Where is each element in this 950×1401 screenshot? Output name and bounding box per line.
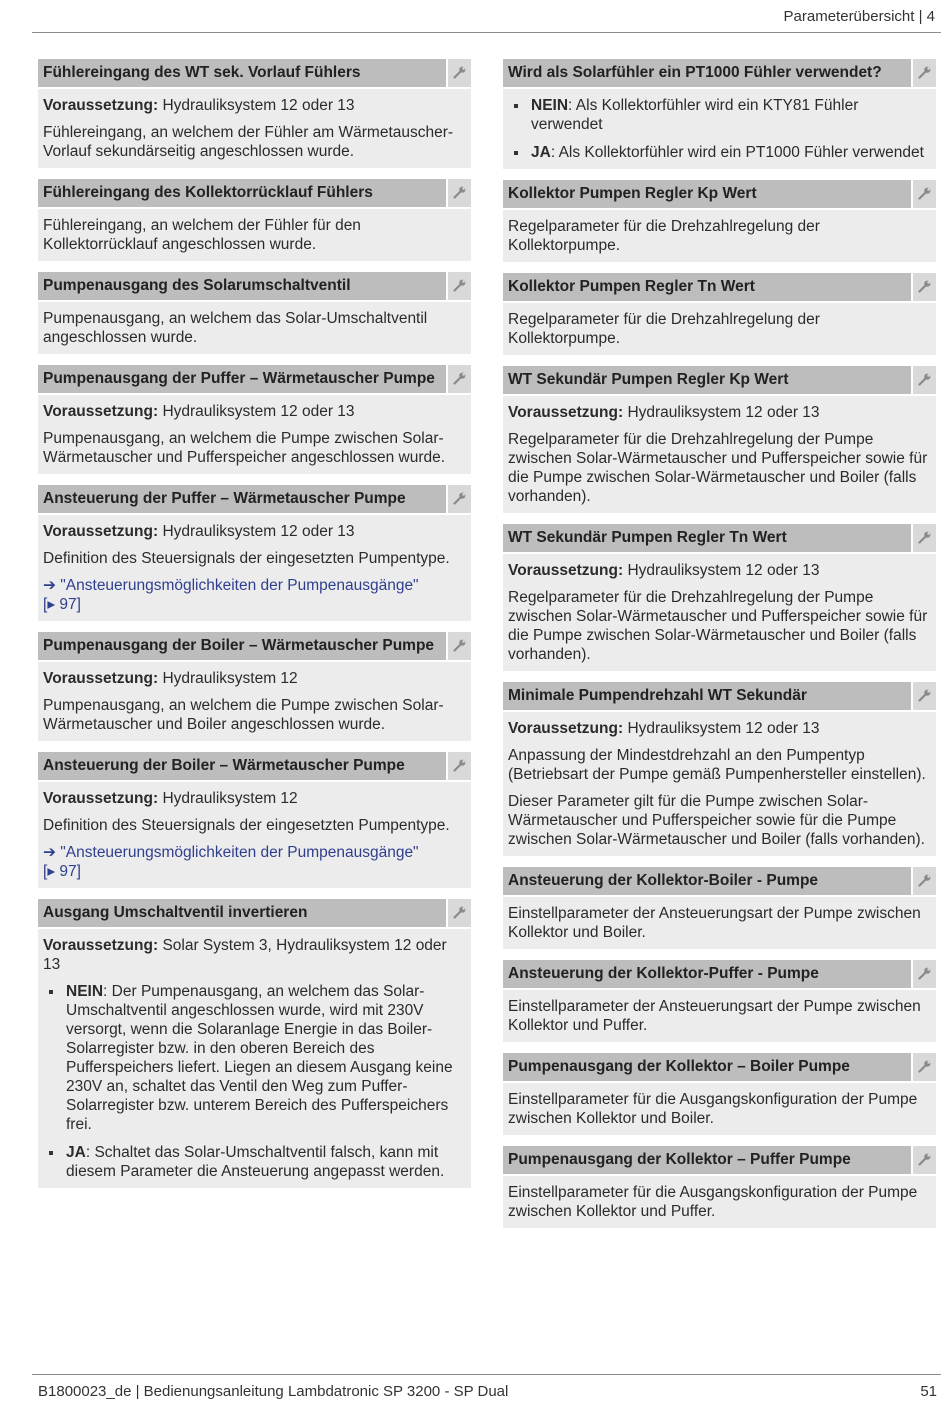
list-item [508, 96, 931, 134]
description: Fühlereingang, an welchem der Fühler für den Kollektorrücklauf angeschlossen wurde. [43, 217, 361, 253]
parameter-body [503, 303, 936, 355]
description: Regelparameter für die Drehzahlregelung der Pumpe zwischen Solar-Wärmetauscher und Pufferspeicher sowie für die Pumpe zwischen Solar-Wärmetauscher und Boiler (falls vorhanden). [508, 431, 928, 505]
requirement-label: Voraussetzung: [508, 562, 624, 579]
parameter-header [38, 365, 471, 393]
parameter-title: Fühlereingang des WT sek. Vorlauf Fühlers [38, 59, 446, 87]
requirement-value: Hydrauliksystem 12 oder 13 [627, 720, 820, 737]
parameter-header [503, 59, 936, 87]
parameter-header [503, 960, 936, 988]
parameter-block [503, 366, 936, 513]
left-column [38, 59, 471, 1199]
settings-tab [448, 179, 471, 207]
page-footer [32, 1374, 941, 1400]
requirement [43, 789, 466, 808]
link-page[interactable]: 97 [59, 863, 77, 880]
option-text: : Der Pumpenausgang, an welchem das Solar-Umschaltventil angeschlossen wurde, wird mit 230V versorgt, wenn die Solaranlage Energie in das Boiler-Solarregister bzw. in den oberen Bereich des Pufferspeichers liefert. Liegen an diesem Ausgang keine 230V an, schaltet das Ventil den Weg zum Puffer-Solarregister bzw. unterem Bereich des Pufferspeichers frei. [66, 983, 453, 1133]
settings-tab [448, 632, 471, 660]
requirement [43, 522, 466, 541]
settings-tab [913, 366, 936, 394]
link-text[interactable]: "Ansteuerungsmöglichkeiten der Pumpenausgänge" [60, 844, 419, 861]
parameter-header [503, 867, 936, 895]
settings-tab [448, 272, 471, 300]
parameter-block [38, 179, 471, 261]
list-item [43, 982, 466, 1134]
parameter-block [503, 867, 936, 949]
parameter-body [38, 395, 471, 474]
settings-tab [913, 682, 936, 710]
requirement-value: Hydrauliksystem 12 [162, 790, 298, 807]
parameter-title: Pumpenausgang der Boiler – Wärmetauscher Pumpe [38, 632, 446, 660]
right-column [503, 59, 936, 1239]
arrow-right-icon: ➔ [43, 844, 61, 861]
bullet-icon [49, 1151, 53, 1155]
parameter-block [38, 485, 471, 621]
requirement [43, 96, 466, 115]
list-item [43, 1143, 466, 1181]
description: Einstellparameter der Ansteuerungsart der Pumpe zwischen Kollektor und Boiler. [508, 905, 921, 941]
description: Pumpenausgang, an welchem die Pumpe zwischen Solar-Wärmetauscher und Boiler angeschlossen wurde. [43, 697, 444, 733]
description: Einstellparameter der Ansteuerungsart der Pumpe zwischen Kollektor und Puffer. [508, 998, 921, 1034]
option-list [43, 982, 466, 1181]
settings-tab [913, 180, 936, 208]
link-page[interactable]: 97 [59, 596, 77, 613]
parameter-block [503, 524, 936, 671]
requirement-label: Voraussetzung: [508, 720, 624, 737]
parameter-block [38, 899, 471, 1188]
parameter-body [503, 1176, 936, 1228]
list-item [508, 143, 931, 162]
parameter-body [38, 515, 471, 621]
description: Dieser Parameter gilt für die Pumpe zwischen Solar-Wärmetauscher und Pufferspeicher sowie für die Pumpe zwischen Solar-Wärmetauscher und Boiler (falls vorhanden). [508, 793, 925, 848]
requirement-label: Voraussetzung: [43, 937, 159, 954]
settings-tab [913, 59, 936, 87]
parameter-title: Pumpenausgang des Solarumschaltventil [38, 272, 446, 300]
description: Definition des Steuersignals der eingesetzten Pumpentype. [43, 550, 450, 567]
parameter-title: Minimale Pumpendrehzahl WT Sekundär [503, 682, 911, 710]
settings-tab [913, 960, 936, 988]
option-text: : Schaltet das Solar-Umschaltventil falsch, kann mit diesem Parameter die Ansteuerung angepasst werden. [66, 1144, 445, 1180]
requirement [43, 402, 466, 421]
requirement [508, 561, 931, 580]
option-key: JA [531, 144, 551, 161]
settings-tab [448, 365, 471, 393]
description: Einstellparameter für die Ausgangskonfiguration der Pumpe zwischen Kollektor und Puffer. [508, 1184, 918, 1220]
parameter-title: Kollektor Pumpen Regler Tn Wert [503, 273, 911, 301]
parameter-body [38, 782, 471, 888]
settings-tab [913, 867, 936, 895]
parameter-body [38, 89, 471, 168]
parameter-body [38, 662, 471, 741]
parameter-header [503, 682, 936, 710]
parameter-header [38, 59, 471, 87]
option-key: NEIN [66, 983, 104, 1000]
requirement [508, 403, 931, 422]
requirement-value: Hydrauliksystem 12 [162, 670, 298, 687]
bullet-icon [514, 104, 518, 108]
requirement-label: Voraussetzung: [43, 97, 159, 114]
parameter-block [38, 752, 471, 888]
cross-reference-link[interactable]: ➔ "Ansteuerungsmöglichkeiten der Pumpenausgänge" [▸ 97] [43, 844, 419, 880]
parameter-block [503, 1053, 936, 1135]
option-key: JA [66, 1144, 86, 1161]
parameter-title: Ansteuerung der Boiler – Wärmetauscher Pumpe [38, 752, 446, 780]
parameter-block [503, 960, 936, 1042]
parameter-title: Wird als Solarfühler ein PT1000 Fühler verwendet? [503, 59, 911, 87]
parameter-body [503, 712, 936, 856]
parameter-title: WT Sekundär Pumpen Regler Tn Wert [503, 524, 911, 552]
settings-tab [448, 485, 471, 513]
settings-tab [448, 59, 471, 87]
parameter-title: Ansteuerung der Kollektor-Boiler - Pumpe [503, 867, 911, 895]
option-key: NEIN [531, 97, 569, 114]
requirement [43, 669, 466, 688]
parameter-body [503, 990, 936, 1042]
requirement-label: Voraussetzung: [43, 403, 159, 420]
parameter-header [38, 485, 471, 513]
document-title: B1800023_de | Bedienungsanleitung Lambdatronic SP 3200 - SP Dual [38, 1383, 509, 1400]
requirement-label: Voraussetzung: [43, 670, 159, 687]
cross-reference-link[interactable]: ➔ "Ansteuerungsmöglichkeiten der Pumpenausgänge" [▸ 97] [43, 577, 419, 613]
requirement-label: Voraussetzung: [508, 404, 624, 421]
bullet-icon [49, 990, 53, 994]
parameter-title: Pumpenausgang der Puffer – Wärmetauscher Pumpe [38, 365, 446, 393]
requirement [43, 936, 466, 974]
description: Einstellparameter für die Ausgangskonfiguration der Pumpe zwischen Kollektor und Boiler. [508, 1091, 918, 1127]
parameter-title: WT Sekundär Pumpen Regler Kp Wert [503, 366, 911, 394]
settings-tab [448, 752, 471, 780]
settings-tab [913, 1053, 936, 1081]
parameter-header [503, 524, 936, 552]
page-number: 51 [920, 1383, 937, 1400]
bullet-icon [514, 151, 518, 155]
description: Pumpenausgang, an welchem das Solar-Umschaltventil angeschlossen wurde. [43, 310, 428, 346]
requirement [508, 719, 931, 738]
parameter-header [503, 1146, 936, 1174]
arrow-right-icon: ➔ [43, 577, 61, 594]
parameter-title: Kollektor Pumpen Regler Kp Wert [503, 180, 911, 208]
parameter-header [38, 632, 471, 660]
parameter-title: Pumpenausgang der Kollektor – Puffer Pumpe [503, 1146, 911, 1174]
description: Anpassung der Mindestdrehzahl an den Pumpentyp (Betriebsart der Pumpe gemäß Pumpenhersteller einstellen). [508, 747, 926, 783]
description: Fühlereingang, an welchem der Fühler am Wärmetauscher-Vorlauf sekundärseitig angeschlossen wurde. [43, 124, 454, 160]
parameter-body [503, 396, 936, 513]
description: Pumpenausgang, an welchem die Pumpe zwischen Solar-Wärmetauscher und Pufferspeicher angeschlossen wurde. [43, 430, 446, 466]
description: Definition des Steuersignals der eingesetzten Pumpentype. [43, 817, 450, 834]
parameter-body [38, 209, 471, 261]
parameter-block [503, 273, 936, 355]
option-list [508, 96, 931, 162]
parameter-body [503, 210, 936, 262]
requirement-value: Hydrauliksystem 12 oder 13 [162, 403, 355, 420]
settings-tab [913, 1146, 936, 1174]
parameter-title: Fühlereingang des Kollektorrücklauf Fühlers [38, 179, 446, 207]
parameter-block [503, 180, 936, 262]
parameter-title: Pumpenausgang der Kollektor – Boiler Pumpe [503, 1053, 911, 1081]
parameter-block [503, 682, 936, 856]
option-text: : Als Kollektorfühler wird ein PT1000 Fühler verwendet [550, 144, 924, 161]
requirement-value: Hydrauliksystem 12 oder 13 [162, 97, 355, 114]
description: Regelparameter für die Drehzahlregelung der Pumpe zwischen Solar-Wärmetauscher und Pufferspeicher sowie für die Pumpe zwischen Solar-Wärmetauscher und Boiler (falls vorhanden). [508, 589, 928, 663]
requirement-label: Voraussetzung: [43, 790, 159, 807]
parameter-body [38, 929, 471, 1188]
description: Regelparameter für die Drehzahlregelung der Kollektorpumpe. [508, 311, 820, 347]
parameter-header [38, 899, 471, 927]
option-text: : Als Kollektorfühler wird ein KTY81 Fühler verwendet [531, 97, 859, 133]
parameter-title: Ansteuerung der Kollektor-Puffer - Pumpe [503, 960, 911, 988]
parameter-header [38, 272, 471, 300]
parameter-body [503, 89, 936, 169]
requirement-value: Solar System 3, Hydrauliksystem 12 oder 13 [43, 937, 447, 973]
parameter-title: Ansteuerung der Puffer – Wärmetauscher Pumpe [38, 485, 446, 513]
parameter-body [503, 1083, 936, 1135]
parameter-block [38, 272, 471, 354]
page-header [32, 0, 941, 33]
parameter-header [503, 1053, 936, 1081]
parameter-body [503, 554, 936, 671]
requirement-value: Hydrauliksystem 12 oder 13 [627, 404, 820, 421]
parameter-title: Ausgang Umschaltventil invertieren [38, 899, 446, 927]
parameter-body [503, 897, 936, 949]
requirement-label: Voraussetzung: [43, 523, 159, 540]
parameter-block [38, 632, 471, 741]
settings-tab [913, 524, 936, 552]
parameter-block [503, 1146, 936, 1228]
settings-tab [913, 273, 936, 301]
requirement-value: Hydrauliksystem 12 oder 13 [627, 562, 820, 579]
parameter-header [38, 752, 471, 780]
parameter-block [38, 365, 471, 474]
requirement-value: Hydrauliksystem 12 oder 13 [162, 523, 355, 540]
parameter-block [38, 59, 471, 168]
link-text[interactable]: "Ansteuerungsmöglichkeiten der Pumpenausgänge" [60, 577, 419, 594]
triangle-right-icon: ▸ [47, 863, 60, 880]
parameter-block [503, 59, 936, 169]
parameter-header [503, 180, 936, 208]
description: Regelparameter für die Drehzahlregelung der Kollektorpumpe. [508, 218, 820, 254]
parameter-header [503, 273, 936, 301]
parameter-header [503, 366, 936, 394]
parameter-header [38, 179, 471, 207]
triangle-right-icon: ▸ [47, 596, 60, 613]
parameter-body [38, 302, 471, 354]
section-title: Parameterübersicht | 4 [783, 8, 935, 25]
settings-tab [448, 899, 471, 927]
